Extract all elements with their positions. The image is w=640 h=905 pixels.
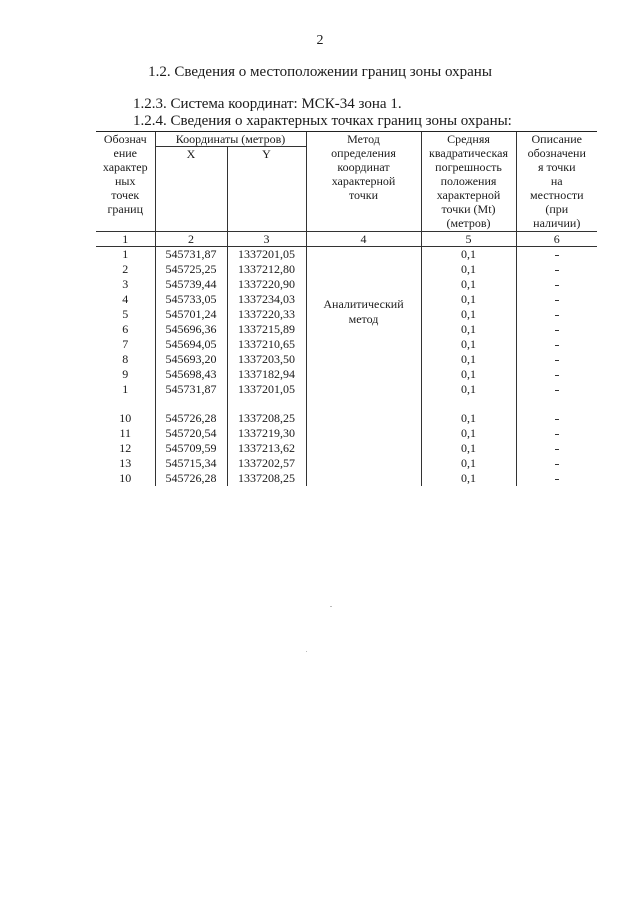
header-coordinates: Координаты (метров) (155, 132, 306, 147)
point-id-cell: 13 (119, 456, 132, 470)
dash-mark (555, 255, 559, 256)
empty-cell (516, 397, 597, 411)
method-line: метод (348, 311, 379, 326)
description-cell (516, 352, 597, 367)
header-point-designation: Обознач ение характер ных точек границ (96, 132, 155, 232)
coordinate-system-line: 1.2.3. Система координат: МСК-34 зона 1. (133, 96, 402, 112)
method-line: Аналитический (323, 296, 404, 311)
point-id-cell: 10 (119, 411, 132, 425)
error-cell: 0,1 (421, 426, 516, 441)
error-cell: 0,1 (421, 471, 516, 486)
dash-mark (555, 479, 559, 480)
error-cell: 0,1 (421, 411, 516, 426)
scan-speck (330, 606, 332, 607)
empty-cell (421, 397, 516, 411)
dash-mark (555, 345, 559, 346)
error-cell: 0,1 (421, 456, 516, 471)
description-cell (516, 456, 597, 471)
x-coordinate-cell: 545709,59 (155, 441, 227, 456)
dash-mark (555, 270, 559, 271)
y-coordinate-cell: 1337182,94 (227, 367, 306, 382)
point-id-cell: 10 (119, 471, 132, 485)
y-coordinate-cell: 1337201,05 (227, 382, 306, 397)
column-number: 1 (96, 232, 155, 247)
boundary-points-table (96, 131, 597, 486)
table-row (96, 247, 597, 263)
points-title-line: 1.2.4. Сведения о характерных точках границ зоны охраны: (133, 113, 512, 129)
y-coordinate-cell: 1337219,30 (227, 426, 306, 441)
header-y: Y (227, 147, 306, 232)
description-cell (516, 411, 597, 426)
x-coordinate-cell: 545731,87 (155, 247, 227, 263)
point-id-cell: 1 (122, 382, 129, 396)
dash-mark (555, 300, 559, 301)
x-coordinate-cell: 545725,25 (155, 262, 227, 277)
scan-speck (306, 651, 307, 652)
header-x: X (155, 147, 227, 232)
empty-cell (155, 397, 227, 411)
x-coordinate-cell: 545720,54 (155, 426, 227, 441)
header-point-description: Описание обозначени я точки на местности (при наличии) (516, 132, 597, 232)
empty-cell (227, 397, 306, 411)
error-cell: 0,1 (421, 247, 516, 263)
dash-mark (555, 375, 559, 376)
y-coordinate-cell: 1337210,65 (227, 337, 306, 352)
y-coordinate-cell: 1337212,80 (227, 262, 306, 277)
x-coordinate-cell: 545698,43 (155, 367, 227, 382)
point-id-cell: 8 (122, 352, 129, 366)
description-cell (516, 382, 597, 397)
description-cell (516, 307, 597, 322)
dash-mark (555, 285, 559, 286)
dash-mark (555, 330, 559, 331)
description-cell (516, 426, 597, 441)
point-id-cell: 7 (122, 337, 129, 351)
point-id-cell: 11 (119, 426, 132, 440)
column-number: 3 (227, 232, 306, 247)
description-cell (516, 441, 597, 456)
method-cell (306, 247, 421, 487)
page-number: 2 (316, 33, 324, 48)
column-number: 5 (421, 232, 516, 247)
error-cell: 0,1 (421, 307, 516, 322)
x-coordinate-cell: 545726,28 (155, 471, 227, 486)
section-title: 1.2. Сведения о местоположении границ зоны охраны (148, 64, 492, 80)
point-id-cell: 5 (122, 307, 129, 321)
dash-mark (555, 449, 559, 450)
point-id-cell: 3 (122, 277, 129, 291)
x-coordinate-cell: 545731,87 (155, 382, 227, 397)
header-method: Метод определения координат характерной точки (306, 132, 421, 232)
description-cell (516, 337, 597, 352)
x-coordinate-cell: 545696,36 (155, 322, 227, 337)
header-mean-square-error: Средняя квадратическая погрешность положения характерной точки (Mt) (метров) (421, 132, 516, 232)
x-coordinate-cell: 545733,05 (155, 292, 227, 307)
error-cell: 0,1 (421, 337, 516, 352)
column-number: 6 (516, 232, 597, 247)
description-cell (516, 292, 597, 307)
y-coordinate-cell: 1337220,33 (227, 307, 306, 322)
error-cell: 0,1 (421, 277, 516, 292)
y-coordinate-cell: 1337213,62 (227, 441, 306, 456)
error-cell: 0,1 (421, 352, 516, 367)
x-coordinate-cell: 545694,05 (155, 337, 227, 352)
x-coordinate-cell: 545701,24 (155, 307, 227, 322)
dash-mark (555, 464, 559, 465)
y-coordinate-cell: 1337201,05 (227, 247, 306, 263)
dash-mark (555, 315, 559, 316)
point-id-cell: 4 (122, 292, 129, 306)
y-coordinate-cell: 1337234,03 (227, 292, 306, 307)
x-coordinate-cell: 545693,20 (155, 352, 227, 367)
empty-cell (96, 397, 155, 411)
point-id-cell: 12 (119, 441, 132, 455)
dash-mark (555, 390, 559, 391)
point-id-cell: 9 (122, 367, 129, 381)
column-number-row (96, 232, 597, 247)
error-cell: 0,1 (421, 322, 516, 337)
description-cell (516, 367, 597, 382)
y-coordinate-cell: 1337215,89 (227, 322, 306, 337)
dash-mark (555, 434, 559, 435)
y-coordinate-cell: 1337220,90 (227, 277, 306, 292)
x-coordinate-cell: 545726,28 (155, 411, 227, 426)
error-cell: 0,1 (421, 441, 516, 456)
y-coordinate-cell: 1337208,25 (227, 411, 306, 426)
error-cell: 0,1 (421, 262, 516, 277)
y-coordinate-cell: 1337202,57 (227, 456, 306, 471)
point-id-cell: 2 (122, 262, 129, 276)
x-coordinate-cell: 545739,44 (155, 277, 227, 292)
dash-mark (555, 419, 559, 420)
column-number: 2 (155, 232, 227, 247)
description-cell (516, 322, 597, 337)
point-id-cell: 6 (122, 322, 129, 336)
description-cell (516, 262, 597, 277)
description-cell (516, 277, 597, 292)
point-id-cell: 1 (122, 247, 129, 261)
error-cell: 0,1 (421, 292, 516, 307)
column-number: 4 (306, 232, 421, 247)
error-cell: 0,1 (421, 367, 516, 382)
y-coordinate-cell: 1337203,50 (227, 352, 306, 367)
description-cell (516, 471, 597, 486)
x-coordinate-cell: 545715,34 (155, 456, 227, 471)
y-coordinate-cell: 1337208,25 (227, 471, 306, 486)
error-cell: 0,1 (421, 382, 516, 397)
description-cell (516, 247, 597, 263)
dash-mark (555, 360, 559, 361)
